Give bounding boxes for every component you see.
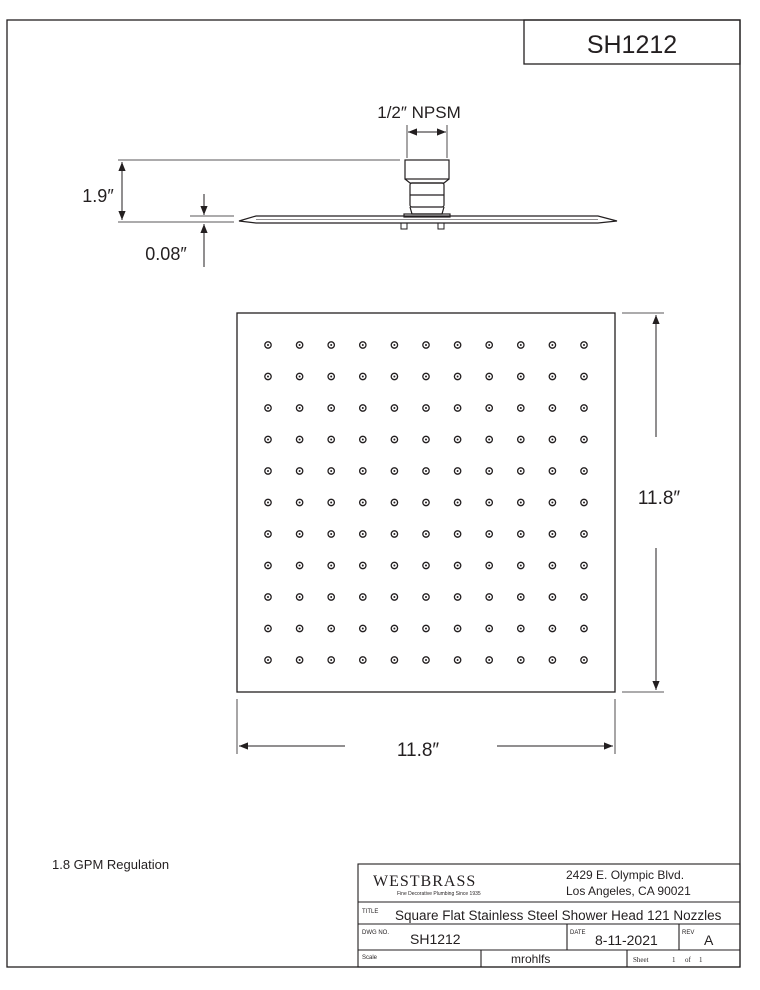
dwg-no-caption: DWG NO. [362, 930, 389, 936]
nozzle-center [488, 502, 490, 504]
nozzle-center [299, 659, 301, 661]
nozzle-center [488, 659, 490, 661]
nozzle-center [488, 533, 490, 535]
nozzle-center [393, 502, 395, 504]
nozzle-center [393, 533, 395, 535]
nozzle-center [299, 533, 301, 535]
nozzle-center [583, 502, 585, 504]
nozzle-center [299, 596, 301, 598]
nozzle-center [267, 533, 269, 535]
nozzle-center [488, 470, 490, 472]
nozzle-center [330, 502, 332, 504]
sheet-total: 1 [699, 956, 703, 964]
nozzle-center [330, 344, 332, 346]
nozzle-center [425, 344, 427, 346]
nozzle-center [425, 628, 427, 630]
nozzle-center [267, 344, 269, 346]
company-tagline: Fine Decorative Plumbing Since 1935 [397, 891, 481, 897]
connector-body [404, 160, 450, 217]
nozzle-center [362, 596, 364, 598]
nozzle-center [488, 344, 490, 346]
nozzle-center [267, 596, 269, 598]
nozzle-center [393, 439, 395, 441]
date-caption: DATE [570, 930, 586, 936]
nozzle-center [299, 407, 301, 409]
nozzle-center [362, 659, 364, 661]
nozzle-center [551, 533, 553, 535]
nozzle-center [457, 470, 459, 472]
nozzle-center [267, 502, 269, 504]
nozzle-center [583, 533, 585, 535]
nozzle-center [299, 376, 301, 378]
nozzle-center [425, 565, 427, 567]
nozzle-center [393, 628, 395, 630]
nozzle-center [330, 596, 332, 598]
nozzle-center [393, 565, 395, 567]
nozzle-center [520, 344, 522, 346]
nozzle-center [267, 659, 269, 661]
nozzle-center [425, 407, 427, 409]
nozzle-center [520, 470, 522, 472]
dwg-no-value: SH1212 [410, 931, 461, 947]
nozzle-center [267, 407, 269, 409]
nozzle-center [583, 565, 585, 567]
address-line-1: 2429 E. Olympic Blvd. [566, 868, 685, 882]
nozzle-center [457, 628, 459, 630]
nozzle-center [362, 376, 364, 378]
nozzle-center [457, 502, 459, 504]
nozzle-center [393, 344, 395, 346]
side-view [82, 103, 617, 267]
nozzle-center [362, 470, 364, 472]
nozzle-center [393, 596, 395, 598]
nozzle-center [425, 659, 427, 661]
nozzle-center [425, 439, 427, 441]
nozzle-center [299, 344, 301, 346]
drawing-number-box [524, 20, 740, 64]
nozzle-center [299, 565, 301, 567]
company-logo: WESTBRASS [373, 873, 477, 890]
nozzle-center [520, 376, 522, 378]
nozzle-center [425, 502, 427, 504]
nozzle-center [267, 565, 269, 567]
nozzle-center [425, 470, 427, 472]
nozzle-center [583, 439, 585, 441]
top-view [237, 313, 680, 761]
nozzle-center [551, 376, 553, 378]
nozzle-center [330, 565, 332, 567]
nozzle-center [520, 659, 522, 661]
nozzle-center [330, 470, 332, 472]
nozzle-center [551, 407, 553, 409]
nozzle-center [551, 596, 553, 598]
address-line-2: Los Angeles, CA 90021 [566, 884, 691, 898]
nozzle-center [583, 659, 585, 661]
drawn-by: mrohlfs [511, 952, 551, 966]
nozzle-center [520, 565, 522, 567]
nozzle-center [330, 439, 332, 441]
drawing-title: Square Flat Stainless Steel Shower Head 121 Nozzles [395, 908, 722, 923]
nozzle-center [393, 659, 395, 661]
scale-caption: Scale [362, 955, 378, 961]
nozzle-center [330, 659, 332, 661]
vertical-dimension-label: 11.8″ [637, 488, 681, 509]
nozzle-center [393, 407, 395, 409]
nozzle-center [583, 470, 585, 472]
height-label: 1.9″ [82, 186, 114, 206]
nozzle-center [520, 502, 522, 504]
nozzle-center [267, 470, 269, 472]
nozzle-center [393, 470, 395, 472]
nozzle-center [362, 439, 364, 441]
nozzle-center [551, 344, 553, 346]
nozzle-center [551, 565, 553, 567]
nozzle-center [520, 628, 522, 630]
nozzle-center [583, 628, 585, 630]
nozzle-center [362, 565, 364, 567]
nozzle-center [299, 470, 301, 472]
nozzle-center [267, 439, 269, 441]
nozzle-center [362, 502, 364, 504]
nozzle-center [488, 376, 490, 378]
sheet-number: 1 [672, 956, 676, 964]
nozzle-center [362, 628, 364, 630]
nozzle-center [583, 596, 585, 598]
nozzle-center [583, 376, 585, 378]
nozzle-center [330, 407, 332, 409]
sheet-of: of [685, 956, 691, 964]
nozzle-center [457, 565, 459, 567]
nozzle-center [267, 628, 269, 630]
nozzle-center [425, 533, 427, 535]
nozzle-center [488, 439, 490, 441]
thread-label: 1/2″ NPSM [377, 103, 461, 122]
nozzle-center [362, 533, 364, 535]
flow-note: 1.8 GPM Regulation [52, 857, 170, 872]
nozzle-center [520, 407, 522, 409]
nozzle-center [551, 502, 553, 504]
nozzle-center [488, 407, 490, 409]
nozzle-center [520, 439, 522, 441]
title-block [358, 864, 740, 967]
thickness-label: 0.08″ [145, 244, 187, 264]
drawing-number-text: SH1212 [586, 31, 678, 59]
nozzle-center [393, 376, 395, 378]
nozzle-center [520, 596, 522, 598]
nozzle-center [488, 565, 490, 567]
nozzle-center [330, 628, 332, 630]
nozzle-center [457, 376, 459, 378]
nozzle-center [520, 533, 522, 535]
nozzle-center [425, 596, 427, 598]
nozzle-center [488, 628, 490, 630]
nozzle-center [457, 344, 459, 346]
nozzle-center [362, 344, 364, 346]
title-caption: TITLE [362, 909, 379, 915]
nozzle-center [488, 596, 490, 598]
nozzle-center [551, 659, 553, 661]
nozzle-center [299, 439, 301, 441]
nozzle-center [583, 344, 585, 346]
nozzle-center [551, 439, 553, 441]
nozzle-center [330, 533, 332, 535]
nozzle-center [457, 407, 459, 409]
sheet-border [7, 20, 740, 967]
sheet-caption: Sheet [633, 956, 649, 964]
rev-value: A [704, 932, 714, 948]
nozzle-center [551, 628, 553, 630]
date-value: 8-11-2021 [595, 932, 658, 948]
nozzle-center [457, 659, 459, 661]
rev-caption: REV [682, 930, 695, 936]
nozzle-center [551, 470, 553, 472]
nozzle-center [299, 628, 301, 630]
nozzle-center [457, 533, 459, 535]
nozzle-center [299, 502, 301, 504]
horizontal-dimension-label: 11.8″ [396, 740, 440, 761]
nozzle-grid [265, 342, 587, 663]
nozzle-center [457, 596, 459, 598]
nozzle-center [330, 376, 332, 378]
nozzle-center [425, 376, 427, 378]
nozzle-center [457, 439, 459, 441]
nozzle-center [362, 407, 364, 409]
nozzle-center [267, 376, 269, 378]
nozzle-center [583, 407, 585, 409]
